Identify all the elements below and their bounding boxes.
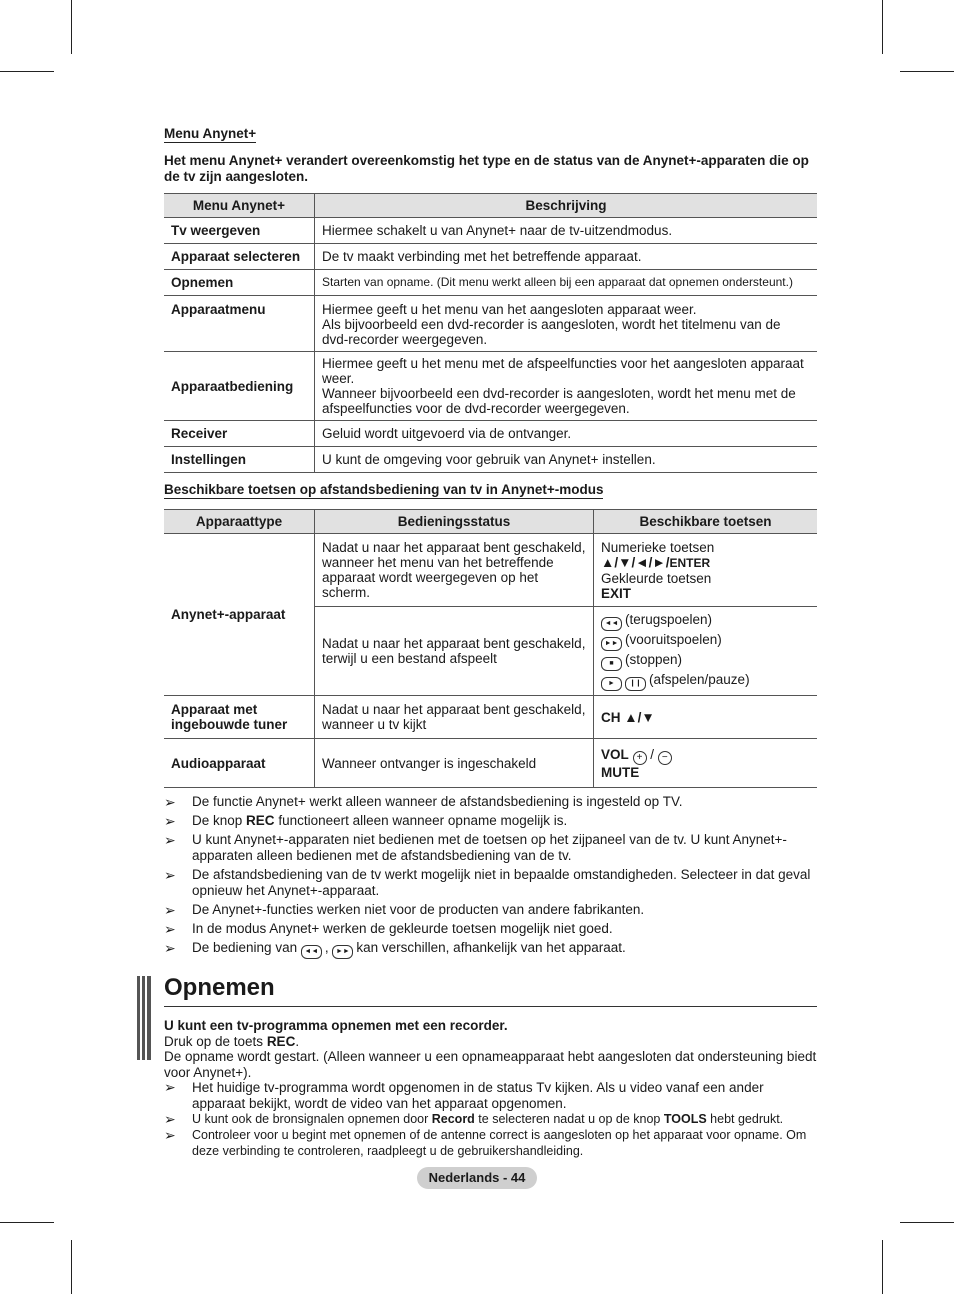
note-item: ➢ De bediening van ◄◄ , ►► kan verschillen, afhankelijk van het apparaat. bbox=[164, 940, 817, 959]
arrow-bullet-icon: ➢ bbox=[164, 921, 176, 937]
note-item: ➢ De knop REC functioneert alleen wanneer opname mogelijk is. bbox=[164, 813, 568, 829]
control-status: Nadat u naar het apparaat bent geschakeld, wanneer u tv kijkt bbox=[315, 696, 594, 739]
device-type-label: Anynet+-apparaat bbox=[164, 534, 315, 696]
table-row bbox=[164, 270, 817, 296]
control-status: Wanneer ontvanger is ingeschakeld bbox=[315, 739, 594, 788]
section-marker-bars bbox=[137, 976, 151, 1060]
opnemen-started: De opname wordt gestart. (Alleen wanneer u een opnameapparaat hebt aangesloten dat ondersteuning biedt voor Anynet+). bbox=[164, 1049, 817, 1080]
crop-mark bbox=[71, 1240, 72, 1294]
note-item: ➢ In de modus Anynet+ werken de gekleurde toetsen mogelijk niet goed. bbox=[164, 921, 613, 937]
page-title: Opnemen bbox=[164, 974, 817, 1007]
control-status: Nadat u naar het apparaat bent geschakeld, terwijl u een bestand afspeelt bbox=[315, 607, 594, 696]
row-description bbox=[315, 352, 818, 421]
note-item: ➢ De Anynet+-functies werken niet voor de producten van andere fabrikanten. bbox=[164, 902, 645, 918]
exit-key: EXIT bbox=[601, 585, 632, 601]
arrow-bullet-icon: ➢ bbox=[164, 902, 176, 918]
device-type-label: Apparaat met ingebouwde tuner bbox=[164, 696, 315, 739]
arrow-bullet-icon: ➢ bbox=[164, 1127, 176, 1143]
crop-mark bbox=[900, 71, 954, 72]
arrow-keys: ▲/▼/◄/►/ bbox=[601, 554, 670, 570]
table-row bbox=[164, 447, 817, 473]
crop-mark bbox=[0, 71, 54, 72]
row-description bbox=[315, 296, 818, 352]
row-label: Apparaat selecteren bbox=[164, 244, 315, 270]
opnemen-lead: U kunt een tv-programma opnemen met een recorder. bbox=[164, 1018, 508, 1033]
row-label: Apparaatmenu bbox=[164, 296, 315, 352]
table-header-row bbox=[164, 194, 817, 218]
column-header: Bedieningsstatus bbox=[315, 510, 594, 534]
table-row bbox=[164, 739, 817, 788]
opnemen-instruction: Druk op de toets REC. bbox=[164, 1033, 300, 1049]
row-description: U kunt de omgeving voor gebruik van Anynet+ instellen. bbox=[315, 447, 818, 473]
keys-line: Numerieke toetsen bbox=[601, 539, 715, 555]
mute-key: MUTE bbox=[601, 764, 640, 780]
description-line: Hiermee geeft u het menu met de afspeelfuncties voor het aangesloten apparaat weer. bbox=[322, 356, 804, 386]
arrow-bullet-icon: ➢ bbox=[164, 1111, 176, 1127]
column-header: Menu Anynet+ bbox=[164, 194, 315, 218]
vol-key: VOL bbox=[601, 746, 629, 762]
control-status: Nadat u naar het apparaat bent geschakeld, wanneer het menu van het betreffende apparaat wordt weergegeven op het scherm. bbox=[315, 534, 594, 607]
available-keys bbox=[594, 534, 818, 607]
arrow-bullet-icon: ➢ bbox=[164, 940, 176, 956]
row-description: Hiermee schakelt u van Anynet+ naar de tv-uitzendmodus. bbox=[315, 218, 818, 244]
table-header-row bbox=[164, 510, 817, 534]
fast-forward-icon: ►► bbox=[332, 945, 353, 959]
pause-icon: ❙❙ bbox=[625, 677, 646, 691]
crop-mark bbox=[882, 0, 883, 54]
note-item: ➢ Controleer voor u begint met opnemen of de antenne correct is aangesloten op het apparaat voor opname. Om deze verbinding te controleren, raadpleegt u de gebruikershandleiding. bbox=[164, 1127, 807, 1158]
key-desc: (terugspoelen) bbox=[625, 612, 713, 627]
enter-key: ENTER bbox=[669, 555, 711, 570]
description-line: Als bijvoorbeeld een dvd-recorder is aangesloten, wordt het titelmenu van de dvd-recorder weergegeven. bbox=[322, 317, 781, 347]
description-line: Wanneer bijvoorbeeld een dvd-recorder is aangesloten, wordt het menu met de afspeelfuncties voor de dvd-recorder weergegeven. bbox=[322, 386, 796, 416]
rewind-icon: ◄◄ bbox=[301, 945, 322, 959]
separator: / bbox=[650, 746, 655, 762]
crop-mark bbox=[0, 1222, 54, 1223]
note-item: ➢ De afstandsbediening van de tv werkt mogelijk niet in bepaalde omstandigheden. Selecteer in dat geval opnieuw het Anynet+-apparaat. bbox=[164, 867, 811, 898]
row-label: Receiver bbox=[164, 421, 315, 447]
arrow-bullet-icon: ➢ bbox=[164, 1079, 176, 1095]
table-row bbox=[164, 296, 817, 352]
available-keys bbox=[594, 607, 818, 696]
column-header: Apparaattype bbox=[164, 510, 315, 534]
anynet-menu-table bbox=[164, 193, 817, 473]
row-description: Starten van opname. (Dit menu werkt alleen bij een apparaat dat opnemen ondersteunt.) bbox=[315, 270, 818, 296]
key-desc: (stoppen) bbox=[625, 652, 683, 667]
crop-mark bbox=[882, 1240, 883, 1294]
note-item: ➢ U kunt ook de bronsignalen opnemen door Record te selecteren nadat u op de knop TOOLS hebt gedrukt. bbox=[164, 1111, 784, 1127]
keys-line bbox=[601, 555, 810, 571]
key-desc: (afspelen/pauze) bbox=[649, 672, 750, 687]
description-line: Hiermee geeft u het menu van het aangesloten apparaat weer. bbox=[322, 302, 697, 317]
arrow-bullet-icon: ➢ bbox=[164, 813, 176, 829]
available-keys: CH ▲/▼ bbox=[594, 696, 818, 739]
table-row bbox=[164, 696, 817, 739]
section-heading-remote-keys: Beschikbare toetsen op afstandsbediening van tv in Anynet+-modus bbox=[164, 482, 604, 497]
opnemen-body bbox=[164, 1018, 817, 1159]
crop-mark bbox=[71, 0, 72, 54]
row-description: De tv maakt verbinding met het betreffende apparaat. bbox=[315, 244, 818, 270]
key-desc: (vooruitspoelen) bbox=[625, 632, 722, 647]
section-heading-menu-anynet: Menu Anynet+ bbox=[164, 126, 257, 141]
table-row bbox=[164, 534, 817, 607]
note-item: ➢ De functie Anynet+ werkt alleen wanneer de afstandsbediening is ingesteld op TV. bbox=[164, 794, 683, 810]
row-label: Tv weergeven bbox=[164, 218, 315, 244]
stop-icon: ■ bbox=[601, 657, 622, 671]
column-header: Beschikbare toetsen bbox=[594, 510, 818, 534]
rewind-icon: ◄◄ bbox=[601, 617, 622, 631]
note-item: ➢ U kunt Anynet+-apparaten niet bedienen met de toetsen op het zijpaneel van de tv. U kunt Anynet+-apparaten alleen bedienen met de afstandsbediening van de tv. bbox=[164, 832, 787, 863]
row-description: Geluid wordt uitgevoerd via de ontvanger. bbox=[315, 421, 818, 447]
play-icon: ► bbox=[601, 677, 622, 691]
arrow-bullet-icon: ➢ bbox=[164, 794, 176, 810]
table-row bbox=[164, 244, 817, 270]
volume-up-icon: + bbox=[633, 751, 647, 765]
table-row bbox=[164, 421, 817, 447]
note-item: ➢ Het huidige tv-programma wordt opgenomen in de status Tv kijken. Als u video vanaf een ander apparaat bekijkt, wordt de video van het apparaat opgenomen. bbox=[164, 1079, 764, 1111]
column-header: Beschrijving bbox=[315, 194, 818, 218]
keys-line: Gekleurde toetsen bbox=[601, 570, 712, 586]
fast-forward-icon: ►► bbox=[601, 637, 622, 651]
notes-list bbox=[164, 794, 817, 959]
arrow-bullet-icon: ➢ bbox=[164, 867, 176, 883]
main-content bbox=[164, 126, 817, 962]
available-keys bbox=[594, 739, 818, 788]
table-row bbox=[164, 352, 817, 421]
section-intro: Het menu Anynet+ verandert overeenkomstig het type en de status van de Anynet+-apparaten die op de tv zijn aangesloten. bbox=[164, 153, 809, 184]
crop-mark bbox=[900, 1222, 954, 1223]
arrow-bullet-icon: ➢ bbox=[164, 832, 176, 848]
row-label: Opnemen bbox=[164, 270, 315, 296]
page-number-badge: Nederlands - 44 bbox=[417, 1167, 537, 1189]
row-label: Apparaatbediening bbox=[164, 352, 315, 421]
volume-down-icon: − bbox=[658, 751, 672, 765]
device-type-label: Audioapparaat bbox=[164, 739, 315, 788]
row-label: Instellingen bbox=[164, 447, 315, 473]
remote-keys-table bbox=[164, 509, 817, 788]
table-row bbox=[164, 218, 817, 244]
